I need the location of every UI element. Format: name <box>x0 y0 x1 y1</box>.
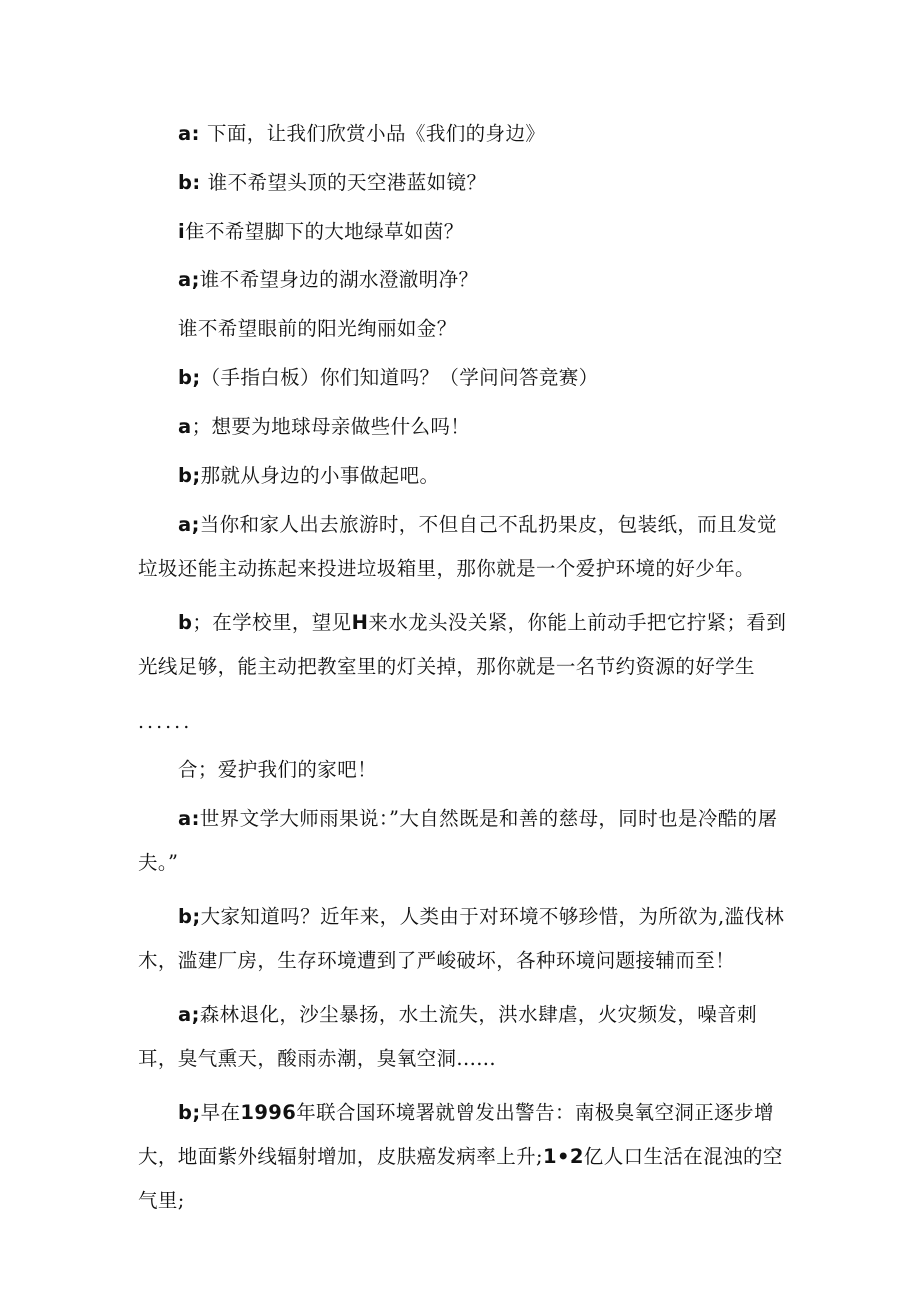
dialogue-line-4: a;谁不希望身边的湖水澄澈明净？ <box>178 268 479 291</box>
dialogue-paragraph-disasters: a;森林退化，沙尘暴扬，水土流失，洪水肆虐，火灾频发，噪音刺耳，臭气熏天，酸雨赤潮，臭氧空洞...... <box>138 1003 757 1070</box>
dialogue-line-chorus: 合；爱护我们的家吧！ <box>178 758 378 781</box>
dialogue-line-1: a: 下面，让我们欣赏小品《我们的身边》 <box>178 122 546 145</box>
dialogue-line-6: b;（手指白板）你们知道吗？（学问问答竞赛） <box>178 366 599 389</box>
dialogue-paragraph-10: b；在学校里，望见H来水龙头没关紧，你能上前动手把它拧紧；看到光线足够，能主动把教室里的灯关掉，那你就是一名节约资源的好学生 <box>138 611 787 678</box>
dialogue-line-8: b;那就从身边的小事做起吧。 <box>178 464 440 487</box>
dialogue-line-7: a；想要为地球母亲做些什么吗！ <box>178 415 471 438</box>
dialogue-line-5: 谁不希望眼前的阳光绚丽如金？ <box>178 317 457 340</box>
dialogue-line-3: i隹不希望脚下的大地绿草如茵？ <box>178 220 464 243</box>
dialogue-line-2: b: 谁不希望头顶的天空港蓝如镜？ <box>178 171 487 194</box>
ellipsis-line: ...... <box>138 711 193 733</box>
dialogue-paragraph-warning: b;早在1996年联合国环境署就曾发出警告：南极臭氧空洞正逐步增大，地面紫外线辐射增加，皮肤癌发病率上升;1•2亿人口生活在混浊的空气里; <box>138 1101 783 1212</box>
dialogue-paragraph-hugo: a:世界文学大师雨果说：”大自然既是和善的慈母，同时也是冷酷的屠夫。” <box>138 807 778 874</box>
dialogue-paragraph-environment: b;大家知道吗？近年来，人类由于对环境不够珍惜，为所欲为,滥伐林木，滥建厂房，生存环境遭到了严峻破坏，各种环境问题接辅而至！ <box>138 905 785 972</box>
dialogue-paragraph-9: a;当你和家人出去旅游时，不但自己不乱扔果皮，包装纸，而且发觉垃圾还能主动拣起来投进垃圾箱里，那你就是一个爱护环境的好少年。 <box>138 513 777 580</box>
